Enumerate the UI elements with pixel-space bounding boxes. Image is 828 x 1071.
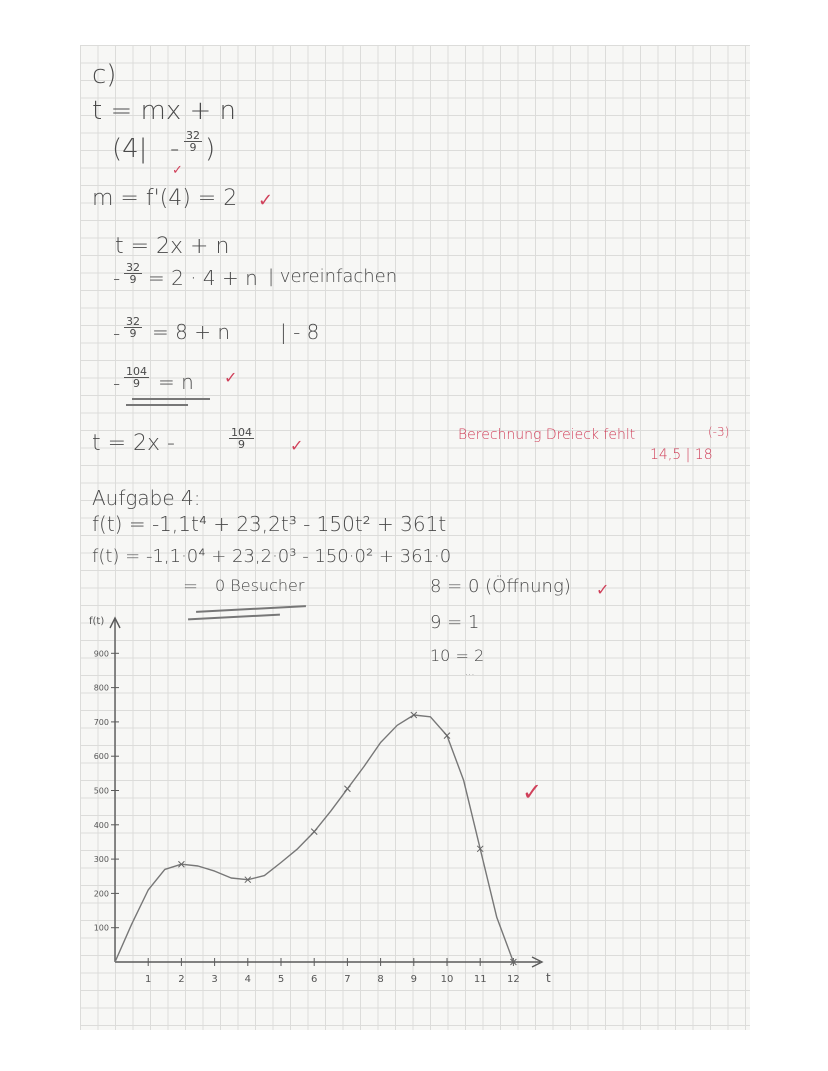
underline bbox=[132, 398, 210, 400]
list-item: 9 = 1 bbox=[430, 612, 480, 633]
eq5-num: 104 bbox=[126, 365, 147, 378]
underline bbox=[126, 404, 188, 406]
x-tick-label: 11 bbox=[473, 974, 487, 985]
line-equation: t = mx + n bbox=[92, 96, 237, 126]
x-tick-label: 8 bbox=[377, 974, 384, 985]
point-open: (4| bbox=[112, 134, 148, 164]
feedback-penalty: (-3) bbox=[708, 425, 730, 439]
task4-evaluation: f(t) = -1,1·0⁴ + 23,2·0³ - 150·0² + 361·0 bbox=[92, 546, 452, 567]
y-tick-label: 900 bbox=[93, 649, 109, 659]
eq4-num: 32 bbox=[126, 315, 140, 328]
y-tick-label: 200 bbox=[93, 889, 109, 899]
task4-function: f(t) = -1,1t⁴ + 23,2t³ - 150t² + 361t bbox=[92, 512, 447, 536]
eq4-rest: = 8 + n bbox=[152, 320, 230, 344]
list-item: 8 = 0 (Öffnung) bbox=[430, 576, 571, 597]
y-tick-label: 400 bbox=[93, 820, 109, 830]
result-lhs: t = 2x - bbox=[92, 431, 175, 456]
feedback-note: Berechnung Dreieck fehlt bbox=[458, 427, 636, 443]
check-mark-icon: ✓ bbox=[172, 163, 183, 178]
eq3-rest: = 2 · 4 + n bbox=[148, 266, 258, 290]
point-fraction-num: 32 bbox=[186, 129, 200, 142]
x-tick-label: 3 bbox=[211, 974, 218, 985]
x-tick-label: 1 bbox=[145, 974, 152, 985]
x-tick-label: 6 bbox=[311, 974, 318, 985]
eq3-den: 9 bbox=[129, 273, 137, 286]
y-tick-label: 800 bbox=[93, 683, 109, 693]
check-mark-icon: ✓ bbox=[596, 580, 610, 599]
eq5-fraction bbox=[124, 366, 149, 389]
task4-title: Aufgabe 4: bbox=[92, 486, 201, 510]
y-axis-label: f(t) bbox=[89, 616, 105, 627]
check-mark-icon: ✓ bbox=[290, 436, 304, 455]
eq3-note: | vereinfachen bbox=[268, 266, 398, 287]
check-mark-icon: ✓ bbox=[258, 190, 274, 211]
x-tick-label: 2 bbox=[178, 974, 185, 985]
x-tick-label: 9 bbox=[410, 974, 417, 985]
task4-equals: = bbox=[183, 576, 199, 597]
x-tick-label: 5 bbox=[277, 974, 285, 985]
eq3-minus: - bbox=[113, 266, 121, 290]
y-tick-label: 300 bbox=[93, 855, 109, 865]
y-tick-label: 100 bbox=[93, 923, 109, 933]
y-tick-label: 600 bbox=[93, 752, 109, 762]
slope-line: m = f'(4) = 2 bbox=[92, 186, 238, 211]
x-tick-label: 12 bbox=[507, 974, 520, 985]
point-fraction-den: 9 bbox=[189, 141, 197, 154]
task4-result: 0 Besucher bbox=[215, 576, 305, 595]
y-tick-label: 500 bbox=[93, 786, 109, 796]
point-close: ) bbox=[205, 134, 216, 164]
x-tick-label: 7 bbox=[344, 974, 351, 985]
y-tick-label: 700 bbox=[93, 717, 109, 727]
result-num: 104 bbox=[231, 426, 252, 439]
eq5-rest: = n bbox=[158, 370, 194, 394]
list-item: ... bbox=[465, 667, 475, 678]
eq4-den: 9 bbox=[129, 327, 137, 340]
eq5-minus: - bbox=[113, 371, 121, 395]
x-axis-label: t bbox=[546, 971, 551, 985]
list-item: 10 = 2 bbox=[430, 646, 485, 665]
x-tick-label: 10 bbox=[440, 974, 454, 985]
check-mark-icon: ✓ bbox=[224, 368, 238, 387]
x-tick-label: 4 bbox=[244, 974, 251, 985]
eq4-fraction bbox=[124, 316, 142, 339]
result-fraction bbox=[229, 427, 254, 450]
check-mark-icon: ✓ bbox=[522, 778, 543, 806]
feedback-score: 14,5 | 18 bbox=[650, 447, 713, 463]
result-den: 9 bbox=[238, 438, 245, 451]
eq5-den: 9 bbox=[133, 377, 140, 390]
eq4-note: | - 8 bbox=[280, 320, 320, 344]
part-c-label: c) bbox=[92, 60, 117, 90]
eq3-num: 32 bbox=[126, 261, 140, 274]
tangent-form: t = 2x + n bbox=[115, 234, 230, 259]
point-minus: - bbox=[170, 134, 180, 164]
point-fraction bbox=[184, 130, 202, 153]
eq4-minus: - bbox=[113, 321, 121, 345]
eq3-fraction bbox=[124, 262, 142, 285]
